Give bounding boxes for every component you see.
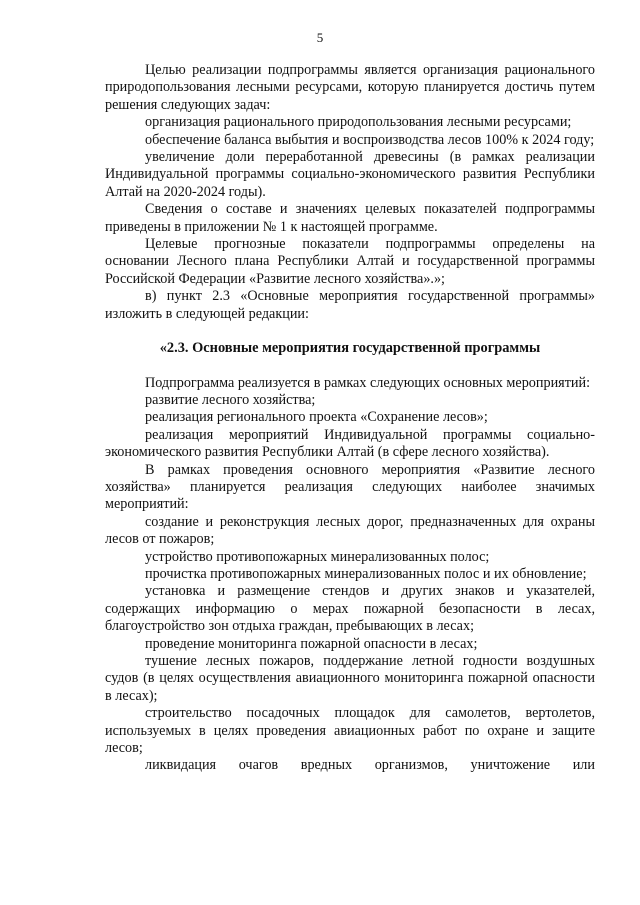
paragraph: обеспечение баланса выбытия и воспроизводства лесов 100% к 2024 году;: [145, 131, 595, 148]
paragraph: тушение лесных пожаров, поддержание летной годности воздушных судов (в целях осуществления авиационного мониторинга пожарной опасности в лесах);: [105, 653, 595, 704]
document-body: [105, 62, 595, 775]
paragraph: развитие лесного хозяйства;: [145, 391, 316, 408]
paragraph: ликвидация очагов вредных организмов, уничтожение или: [145, 757, 595, 774]
paragraph: В рамках проведения основного мероприятия «Развитие лесного хозяйства» планируется реализация следующих наиболее значимых мероприятий:: [105, 461, 595, 513]
paragraph: в) пункт 2.3 «Основные мероприятия государственной программы» изложить в следующей редакции:: [105, 288, 595, 322]
paragraph: увеличение доли переработанной древесины (в рамках реализации Индивидуальной программы социально-экономического развития Республики Алтай на 2020-2024 годы).: [105, 149, 595, 200]
section-heading: «2.3. Основные мероприятия государственной программы: [159, 340, 541, 357]
paragraph: организация рационального природопользования лесными ресурсами;: [145, 114, 572, 131]
paragraph: создание и реконструкция лесных дорог, предназначенных для охраны лесов от пожаров;: [105, 513, 595, 548]
paragraph: строительство посадочных площадок для самолетов, вертолетов, используемых в целях проведения авиационных работ по охране и защите лесов;: [105, 705, 595, 757]
paragraph: Подпрограмма реализуется в рамках следующих основных мероприятий:: [145, 374, 591, 391]
paragraph: устройство противопожарных минерализованных полос;: [145, 548, 490, 565]
paragraph: реализация регионального проекта «Сохранение лесов»;: [145, 409, 488, 426]
paragraph: Целевые прогнозные показатели подпрограммы определены на основании Лесного плана Республики Алтай и государственной программы Российской Федерации «Развитие лесного хозяйства».»;: [105, 236, 595, 287]
paragraph: Сведения о составе и значениях целевых показателей подпрограммы приведены в приложении № 1 к настоящей программе.: [105, 201, 595, 235]
paragraph: реализация мероприятий Индивидуальной программы социально-экономического развития Республики Алтай (в сфере лесного хозяйства).: [105, 426, 595, 461]
paragraph: установка и размещение стендов и других знаков и указателей, содержащих информацию о мерах пожарной безопасности в лесах, благоустройство зон отдыха граждан, пребывающих в лесах;: [105, 583, 595, 635]
paragraph: Целью реализации подпрограммы является организация рационального природопользования лесными ресурсами, которую планируется достичь путем решения следующих задач:: [105, 62, 595, 113]
paragraph: проведение мониторинга пожарной опасности в лесах;: [145, 635, 478, 652]
page-number: 5: [316, 30, 324, 45]
paragraph: прочистка противопожарных минерализованных полос и их обновление;: [145, 565, 587, 582]
